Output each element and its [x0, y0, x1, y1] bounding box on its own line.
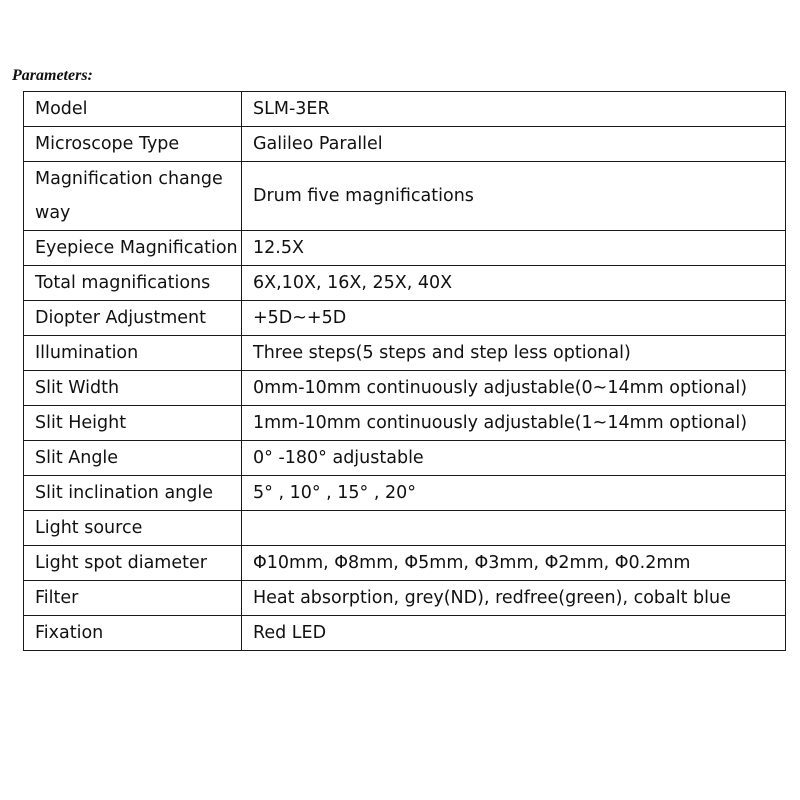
row-label: Illumination: [24, 336, 242, 371]
row-value: Red LED: [242, 616, 786, 651]
table-row-slit-width: [24, 371, 786, 406]
row-label: Microscope Type: [24, 127, 242, 162]
table-row-fixation: [24, 616, 786, 651]
table-row-diopter-adjustment: [24, 301, 786, 336]
row-value: Drum five magnifications: [242, 162, 786, 231]
row-label: Magnification change way: [24, 162, 242, 231]
row-value: 0mm-10mm continuously adjustable(0~14mm optional): [242, 371, 786, 406]
table-row-light-source: [24, 511, 786, 546]
row-value: Three steps(5 steps and step less optional): [242, 336, 786, 371]
row-value: [242, 511, 786, 546]
row-value: 0° -180° adjustable: [242, 441, 786, 476]
row-label: Filter: [24, 581, 242, 616]
row-label: Diopter Adjustment: [24, 301, 242, 336]
row-label: Slit Width: [24, 371, 242, 406]
table-row-slit-inclination-angle: [24, 476, 786, 511]
row-label: Light source: [24, 511, 242, 546]
row-label: Model: [24, 92, 242, 127]
row-value: +5D~+5D: [242, 301, 786, 336]
row-value: SLM-3ER: [242, 92, 786, 127]
parameters-heading: Parameters:: [12, 67, 93, 84]
table-row-light-spot-diameter: [24, 546, 786, 581]
row-value: 1mm-10mm continuously adjustable(1~14mm optional): [242, 406, 786, 441]
row-label: Light spot diameter: [24, 546, 242, 581]
row-value: Galileo Parallel: [242, 127, 786, 162]
row-value: 6X,10X, 16X, 25X, 40X: [242, 266, 786, 301]
row-label: Eyepiece Magnification: [24, 231, 242, 266]
row-value: Heat absorption, grey(ND), redfree(green), cobalt blue: [242, 581, 786, 616]
row-value: 12.5X: [242, 231, 786, 266]
table-row-magnification-change-way: [24, 162, 786, 231]
table-row-model: [24, 92, 786, 127]
row-value: Φ10mm, Φ8mm, Φ5mm, Φ3mm, Φ2mm, Φ0.2mm: [242, 546, 786, 581]
row-label: Slit inclination angle: [24, 476, 242, 511]
table-row-slit-angle: [24, 441, 786, 476]
table-row-illumination: [24, 336, 786, 371]
table-row-eyepiece-magnification: [24, 231, 786, 266]
table-row-microscope-type: [24, 127, 786, 162]
row-label: Slit Height: [24, 406, 242, 441]
row-label: Total magnifications: [24, 266, 242, 301]
row-value: 5° , 10° , 15° , 20°: [242, 476, 786, 511]
row-label: Slit Angle: [24, 441, 242, 476]
row-label: Fixation: [24, 616, 242, 651]
table-row-filter: [24, 581, 786, 616]
parameters-table: [23, 91, 786, 651]
table-row-total-magnifications: [24, 266, 786, 301]
table-row-slit-height: [24, 406, 786, 441]
